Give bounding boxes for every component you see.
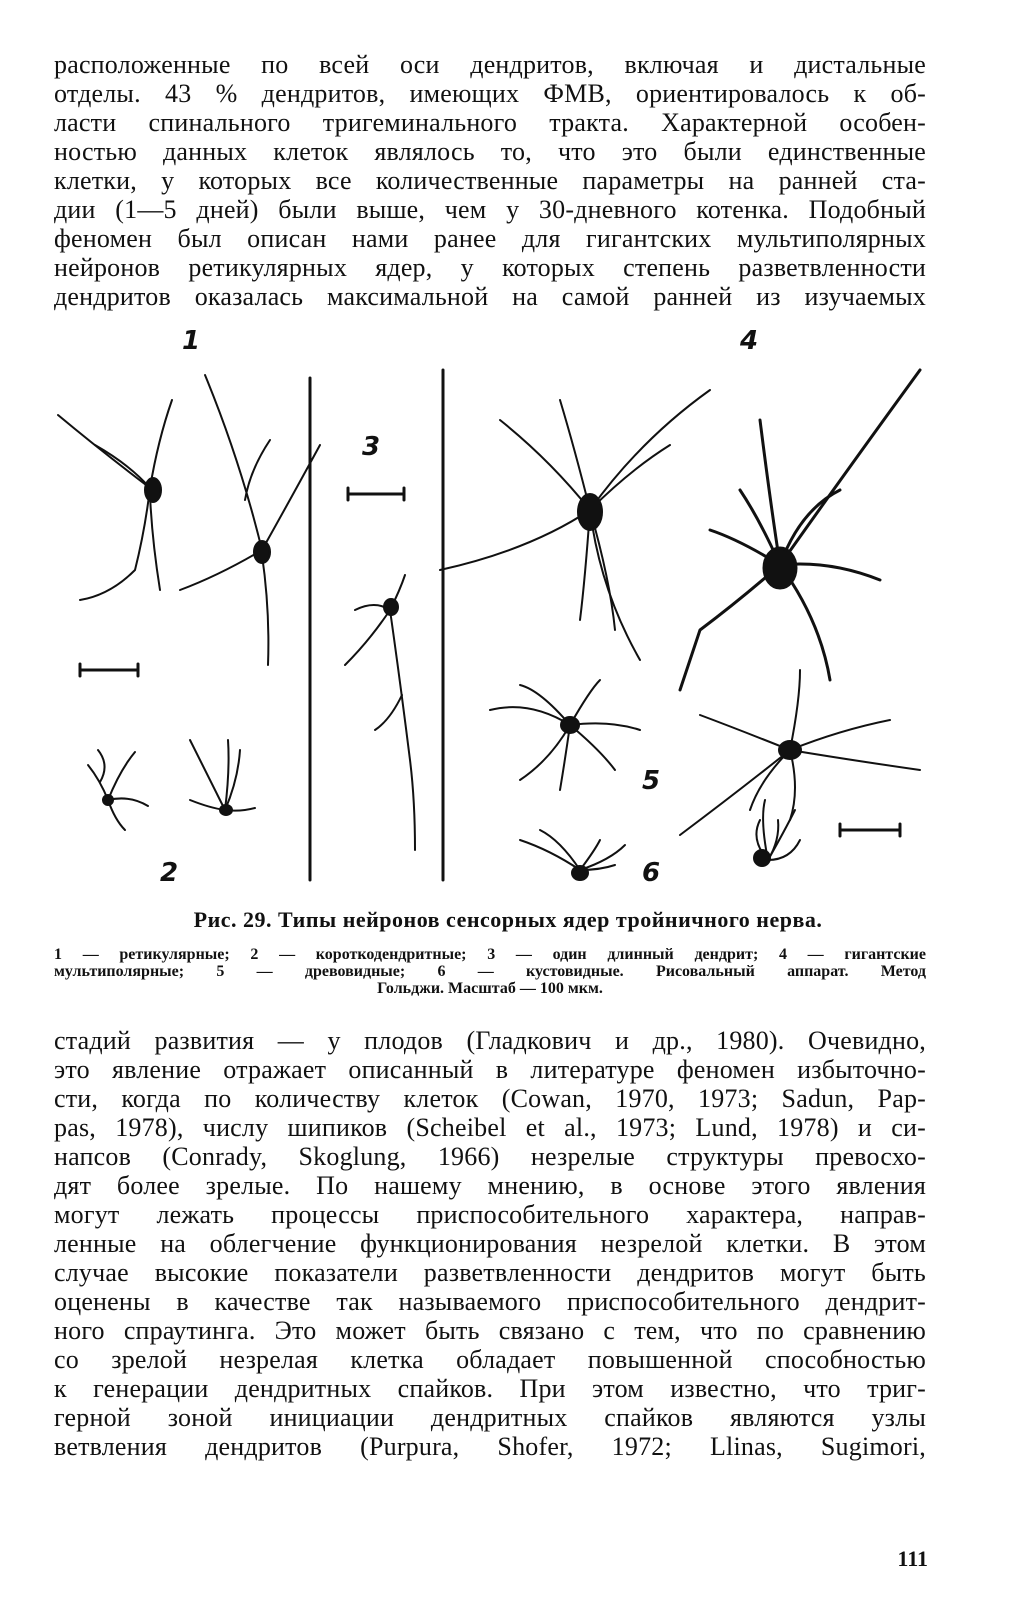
- figure-label-2: 2: [160, 858, 179, 888]
- text-line: герной зоной инициации дендритных спайков являются узлы: [54, 1403, 926, 1432]
- neuron-tree-like-a: [490, 680, 640, 790]
- text-line: расположенные по всей оси дендритов, включая и дистальные: [54, 50, 926, 79]
- neuron-figure: [40, 320, 940, 900]
- neuron-single-dendrite: [345, 575, 415, 850]
- neuron-giant-multipolar-a: [440, 390, 710, 660]
- neuron-drawings: [40, 320, 940, 900]
- figure-label-4: 4: [740, 326, 759, 356]
- text-line: стадий развития — у плодов (Гладкович и др., 1980). Очевидно,: [54, 1026, 926, 1055]
- text-line: случае высокие показатели разветвленности дендритов могут быть: [54, 1258, 926, 1287]
- neuron-bushy-a: [520, 830, 625, 880]
- text-line: могут лежать процессы приспособительного характера, направ-: [54, 1200, 926, 1229]
- text-line: отделы. 43 % дендритов, имеющих ФМВ, ориентировалось к об-: [54, 79, 926, 108]
- figure-caption-legend: [54, 946, 926, 997]
- neuron-tree-like-b: [680, 670, 920, 835]
- figure-label-6: 6: [642, 858, 661, 888]
- neuron-short-dendrite-a: [88, 750, 148, 830]
- caption-line: мультиполярные; 5 — древовидные; 6 — кустовидные. Рисовальный аппарат. Метод: [54, 963, 926, 980]
- text-line: клетки, у которых все количественные параметры на ранней ста-: [54, 166, 926, 195]
- text-line: это явление отражает описанный в литературе феномен избыточно-: [54, 1055, 926, 1084]
- text-line: дендритов оказалась максимальной на самой ранней из изучаемых: [54, 282, 926, 311]
- figure-label-1: 1: [182, 326, 201, 356]
- text-line: ностью данных клеток являлось то, что это были единственные: [54, 137, 926, 166]
- neuron-reticular-a: [58, 400, 172, 600]
- text-line: ласти спинального тригеминального тракта. Характерной особен-: [54, 108, 926, 137]
- figure-label-3: 3: [362, 432, 381, 462]
- caption-line: Гольджи. Масштаб — 100 мкм.: [377, 980, 603, 997]
- text-line: дят более зрелые. По нашему мнению, в основе этого явления: [54, 1171, 926, 1200]
- neuron-reticular-b: [180, 375, 320, 665]
- paragraph-bottom: [54, 1026, 926, 1461]
- text-line: сти, когда по количеству клеток (Cowan, 1970, 1973; Sadun, Pap-: [54, 1084, 926, 1113]
- text-line: ветвления дендритов (Purpura, Shofer, 1972; Llinas, Sugimori,: [54, 1432, 926, 1461]
- text-line: нейронов ретикулярных ядер, у которых степень разветвленности: [54, 253, 926, 282]
- text-line: ленные на облегчение функционирования незрелой клетки. В этом: [54, 1229, 926, 1258]
- text-line: дии (1—5 дней) были выше, чем у 30-дневного котенка. Подобный: [54, 195, 926, 224]
- neuron-short-dendrite-b: [190, 740, 255, 815]
- figure-label-5: 5: [642, 766, 661, 796]
- text-line: со зрелой незрелая клетка обладает повышенной способностью: [54, 1345, 926, 1374]
- text-line: оценены в качестве так называемого приспособительного дендрит-: [54, 1287, 926, 1316]
- text-line: феномен был описан нами ранее для гигантских мультиполярных: [54, 224, 926, 253]
- paragraph-top: [54, 50, 926, 311]
- neuron-giant-multipolar-b: [680, 370, 920, 690]
- scale-bar: [80, 664, 138, 676]
- page-number: 111: [897, 1546, 928, 1571]
- text-line: ного спраутинга. Это может быть связано с тем, что по сравнению: [54, 1316, 926, 1345]
- text-line: напсов (Conrady, Skoglung, 1966) незрелые структуры превосхо-: [54, 1142, 926, 1171]
- text-line: pas, 1978), числу шипиков (Scheibel et al., 1973; Lund, 1978) и си-: [54, 1113, 926, 1142]
- text-line: к генерации дендритных спайков. При этом известно, что триг-: [54, 1374, 926, 1403]
- figure-caption-title: Рис. 29. Типы нейронов сенсорных ядер тройничного нерва.: [193, 907, 823, 932]
- scale-bar: [840, 824, 900, 836]
- caption-line: 1 — ретикулярные; 2 — короткодендритные; 3 — один длинный дендрит; 4 — гигантские: [54, 946, 926, 963]
- scale-bar: [348, 488, 404, 500]
